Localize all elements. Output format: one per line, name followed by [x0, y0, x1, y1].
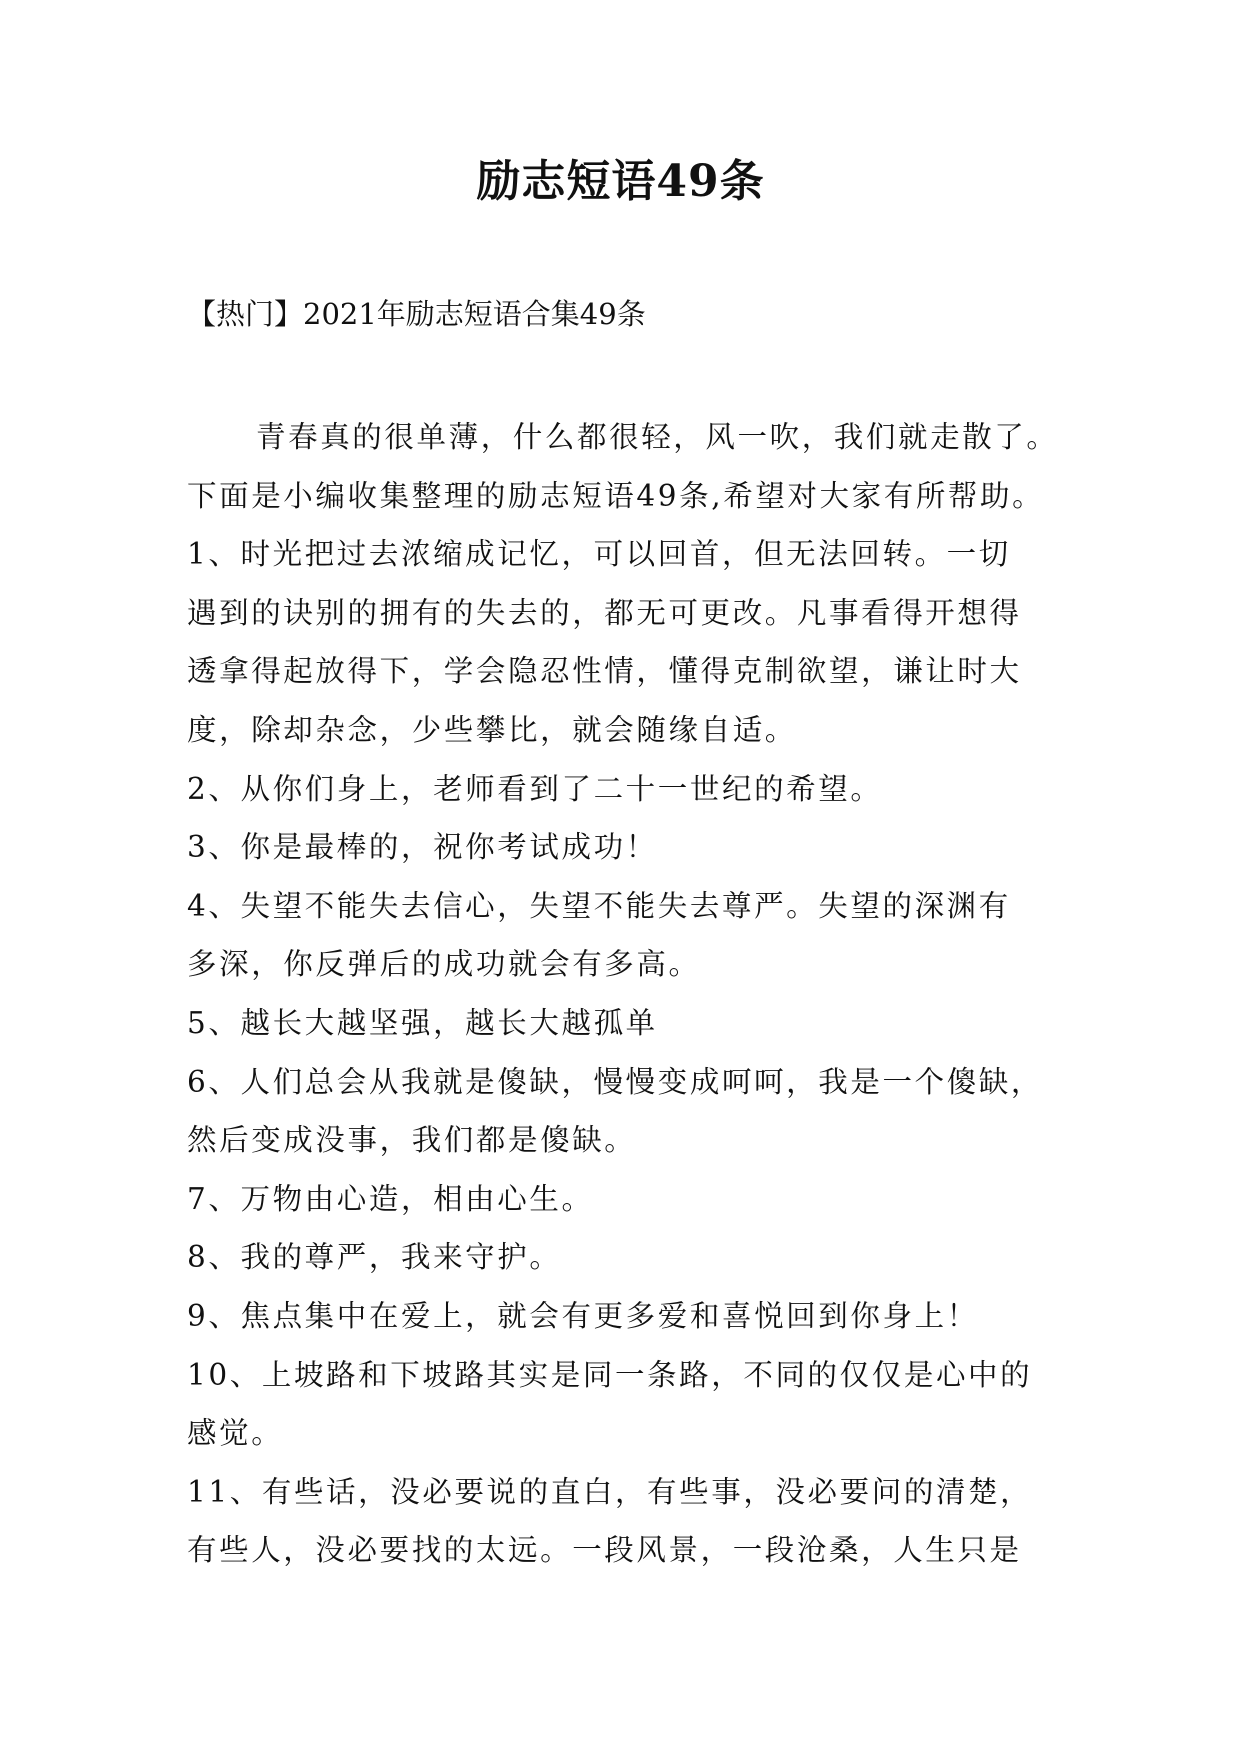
- body-line: 8、我的尊严，我来守护。: [187, 1240, 562, 1275]
- body-line: 2、从你们身上，老师看到了二十一世纪的希望。: [187, 771, 883, 806]
- body-line: 1、时光把过去浓缩成记忆，可以回首，但无法回转。一切: [187, 537, 1011, 572]
- body-line: 9、焦点集中在爱上，就会有更多爱和喜悦回到你身上！: [187, 1298, 979, 1333]
- body-line: 感觉。: [187, 1416, 284, 1451]
- body-line: 遇到的诀别的拥有的失去的，都无可更改。凡事看得开想得: [187, 595, 1022, 630]
- body-line: 透拿得起放得下，学会隐忍性情，懂得克制欲望，谦让时大: [187, 654, 1022, 689]
- body-line: 多深，你反弹后的成功就会有多高。: [187, 947, 701, 982]
- body-line: 7、万物由心造，相由心生。: [187, 1181, 594, 1216]
- body-line: 下面是小编收集整理的励志短语49条,希望对大家有所帮助。: [187, 478, 1045, 513]
- body-line: 5、越长大越坚强，越长大越孤单: [187, 1005, 658, 1040]
- body-line: 度，除却杂念，少些攀比，就会随缘自适。: [187, 712, 797, 747]
- document-subtitle: 【热门】2021年励志短语合集49条: [187, 297, 646, 331]
- body-line: 11、有些话，没必要说的直白，有些事，没必要问的清楚，: [187, 1474, 1033, 1509]
- body-line: 4、失望不能失去信心，失望不能失去尊严。失望的深渊有: [187, 888, 1011, 923]
- body-line: 10、上坡路和下坡路其实是同一条路，不同的仅仅是心中的: [187, 1357, 1033, 1392]
- body-line: 6、人们总会从我就是傻缺，慢慢变成呵呵，我是一个傻缺，: [187, 1064, 1043, 1099]
- body-line: 有些人，没必要找的太远。一段风景，一段沧桑，人生只是: [187, 1533, 1022, 1568]
- body-line: 3、你是最棒的，祝你考试成功！: [187, 830, 658, 865]
- document-body: [187, 408, 1067, 1580]
- intro-line: 青春真的很单薄，什么都很轻，风一吹，我们就走散了。: [256, 420, 1059, 454]
- body-line: 然后变成没事，我们都是傻缺。: [187, 1123, 637, 1158]
- document-title: 励志短语49条: [476, 156, 765, 207]
